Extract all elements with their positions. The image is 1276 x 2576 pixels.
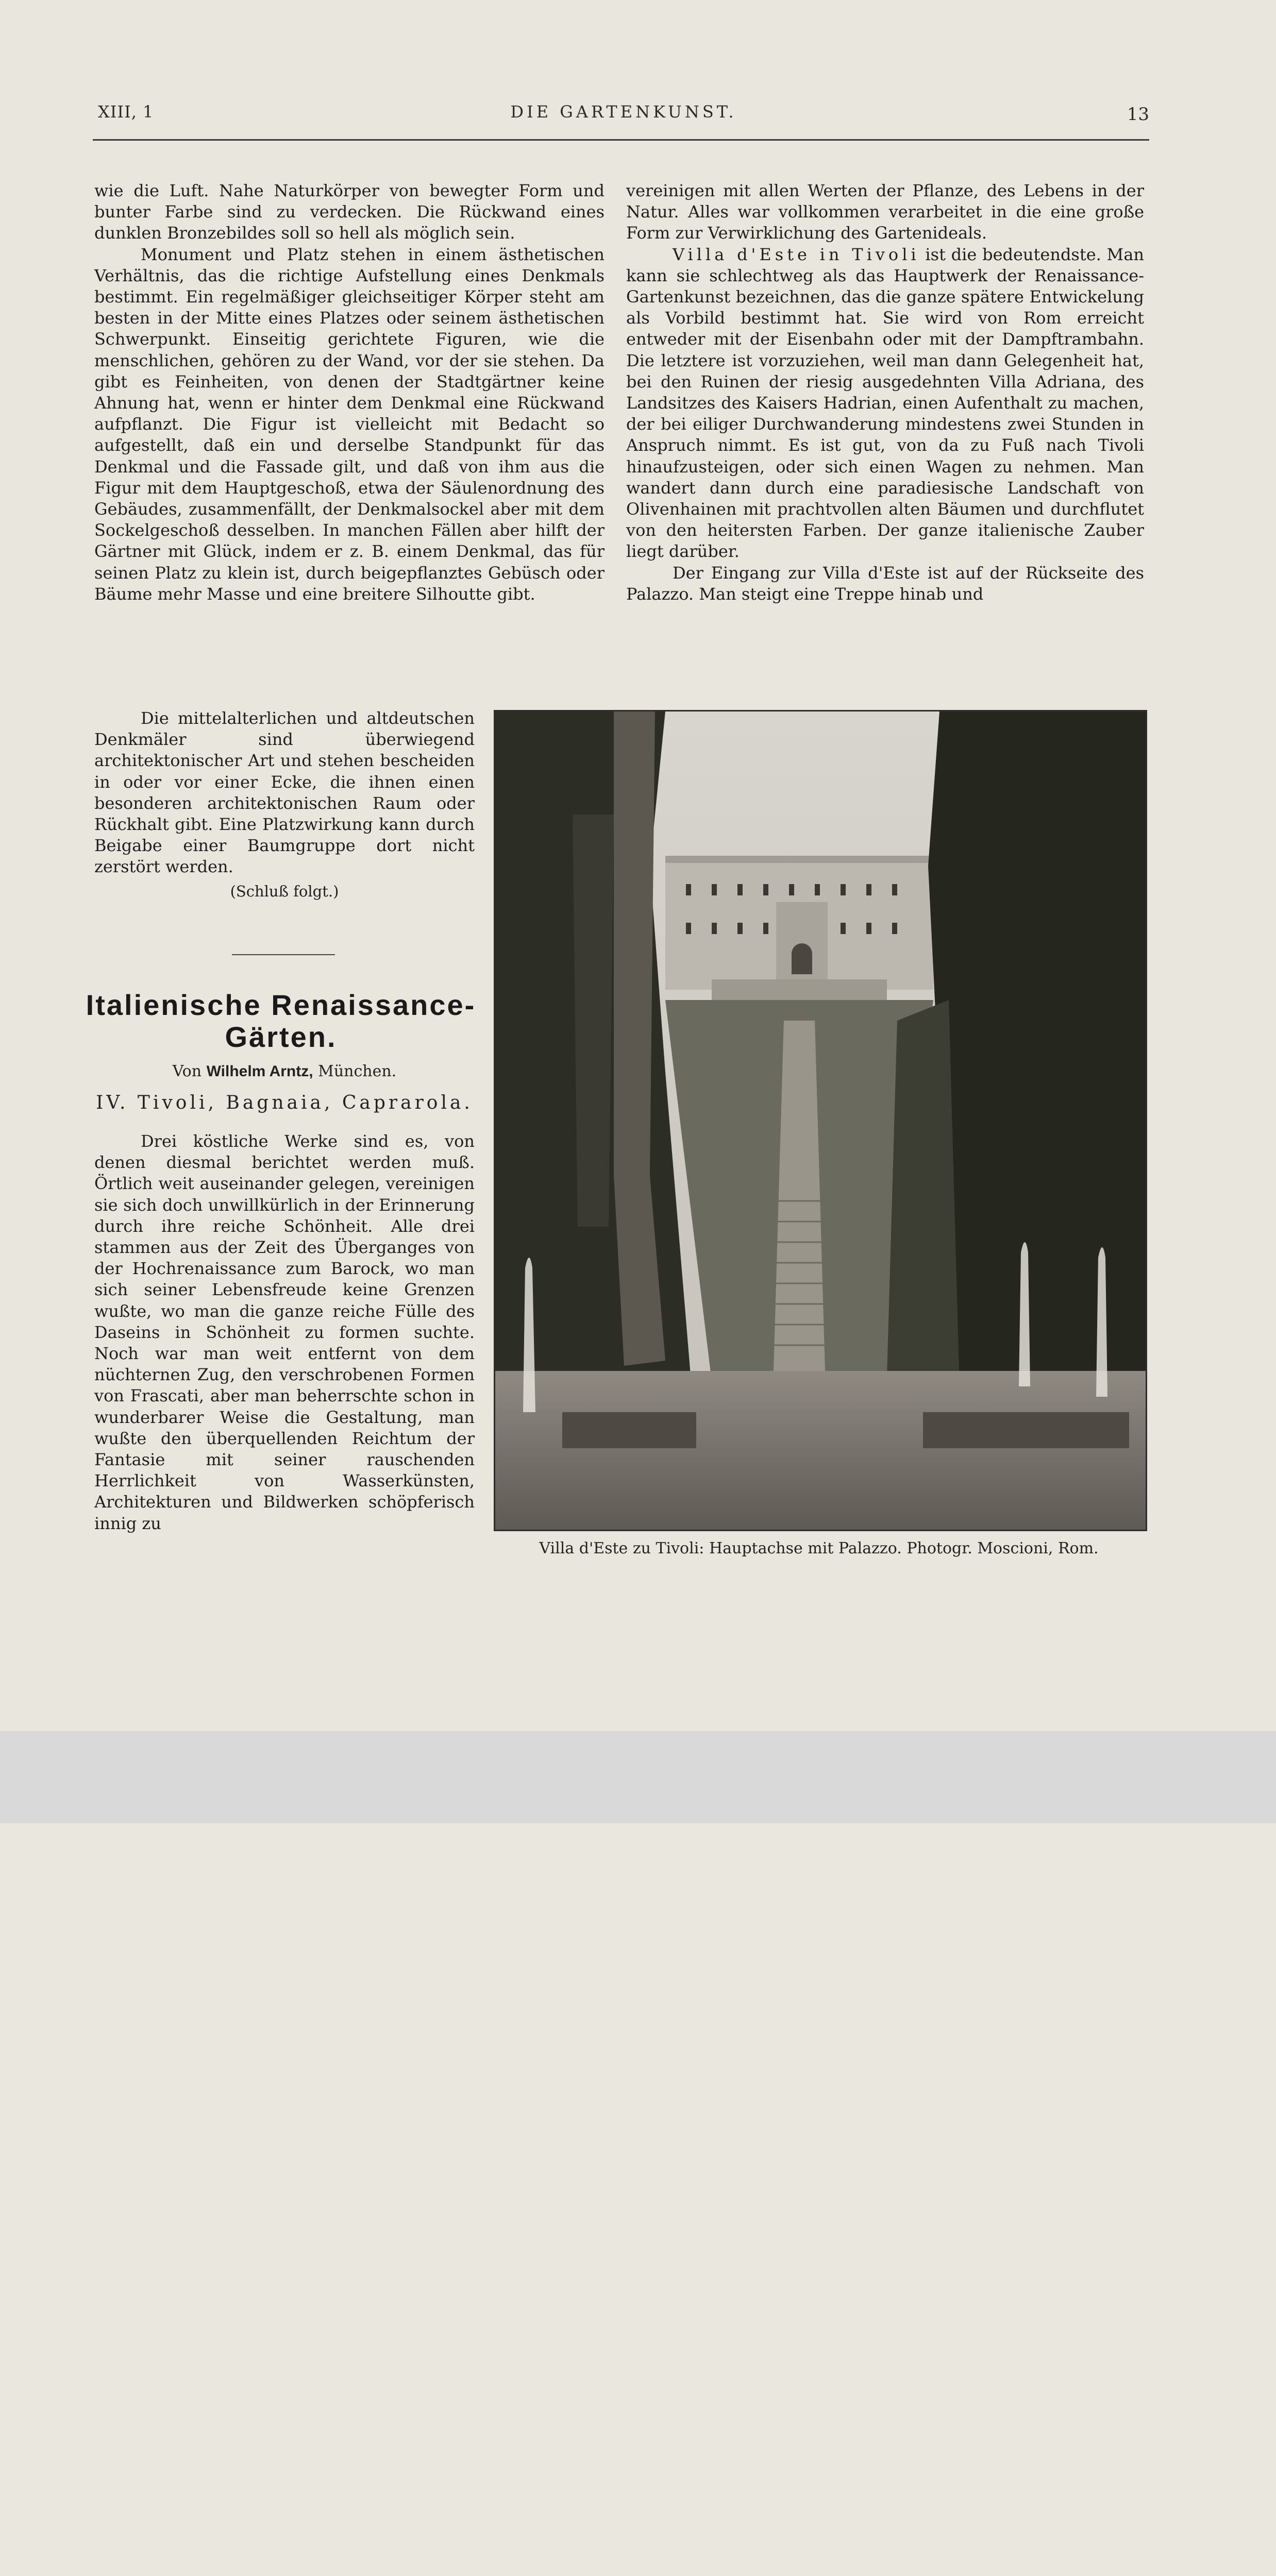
page-number: 13 [1127,104,1149,125]
paragraph: Monument und Platz stehen in einem ästhetischen Verhältnis, das die richtige Aufstellung eines Denkmals bestimmt. Ein regelmäßiger gleichseitiger Körper steht am besten in der Mitte eines Platzes oder seinem ästhetischen Schwerpunkt. Einseitig gerichtete Figuren, wie die menschlichen, gehören zu der Wand, vor der sie stehen. Da gibt es Feinheiten, von denen der Stadtgärtner keine Ahnung hat, wenn er hinter dem Denkmal eine Rückwand aufpflanzt. Die Figur ist vielleicht mit Bedacht so aufgestellt, daß ein und derselbe Standpunkt für das Denkmal und die Fassade gilt, und daß von ihm aus die Figur mit dem Hauptgeschoß, etwa der Säulenordnung des Gebäudes, zusammenfällt, der Denkmalsockel aber mit dem Sockelgeschoß desselben. In manchen Fällen aber hilft der Gärtner mit Glück, indem er z. B. einem Denkmal, das für seinen Platz zu klein ist, durch beigepflanztes Gebüsch oder Bäume mehr Masse und eine breitere Silhoutte gibt. [94,244,605,604]
header-rule [93,139,1149,141]
paragraph [626,244,1144,563]
byline-prefix: Von [172,1062,202,1080]
left-column-top [94,180,605,605]
library-footer [0,1731,1276,1823]
paragraph: vereinigen mit allen Werten der Pflanze, des Lebens in der Natur. Alles war vollkommen verarbeitet in die eine große Form zur Verwirklichung des Gartenideals. [626,181,1144,243]
section-heading: IV. Tivoli, Bagnaia, Caprarola. [96,1092,473,1113]
garden-photograph [494,710,1147,1531]
author-name: Wilhelm Arntz, [206,1063,313,1080]
title-line-2: Gärten. [225,1021,337,1053]
paragraph: Die mittelalterlichen und altdeutschen Denkmäler sind überwiegend architektonischer Art und stehen bescheiden in oder vor einer Ecke, die ihnen einen besonderen architektonischen Raum oder Rückhalt gibt. Eine Platzwirkung kann durch Beigabe einer Baumgruppe dort nicht zerstört werden. [94,708,475,877]
continued-note: (Schluß folgt.) [230,882,339,900]
right-column [626,180,1144,605]
title-line-1: Italienische Renaissance- [86,989,476,1021]
spaced-emphasis: Villa d'Este in Tivoli [673,244,920,264]
paragraph: Der Eingang zur Villa d'Este ist auf der Rückseite des Palazzo. Man steigt eine Treppe hinab und [626,563,1144,604]
article-body [94,1131,475,1534]
author-location: München. [318,1062,397,1080]
article-title [82,989,479,1053]
palazzo-illustration [665,856,933,1010]
article-divider [232,954,335,955]
byline [94,1062,475,1080]
paragraph: Drei köstliche Werke sind es, von denen diesmal berichtet werden muß. Örtlich weit auseinander gelegen, vereinigen sie sich doch unwillkürlich in der Erinnerung durch ihre reiche Schönheit. Alle drei stammen aus der Zeit des Überganges von der Hochrenaissance zum Barock, wo man sich seiner Lebensfreude keine Grenzen wußte, wo man die ganze reiche Fülle des Daseins in Schönheit zu formen suchte. Noch war man weit entfernt von dem nüchternen Zug, den verschrobenen Formen von Frascati, aber man beherrschte schon in wunderbarer Weise die Gestaltung, man wußte den überquellenden Reichtum der Fantasie mit seiner rauschenden Herrlichkeit von Wasserkünsten, Architekturen und Bildwerken schöpferisch innig zu [94,1131,475,1533]
running-header [98,102,1149,128]
left-column-bottom [94,708,475,902]
journal-title: DIE GARTENKUNST. [510,102,737,122]
volume-number: XIII, 1 [98,102,154,122]
photo-caption: Villa d'Este zu Tivoli: Hauptachse mit Palazzo. Photogr. Moscioni, Rom. [539,1539,1099,1557]
paragraph-text: ist die bedeutendste. Man kann sie schlechtweg als das Hauptwerk der Renaissance-Gartenkunst bezeichnen, das die ganze spätere Entwickelung als Vorbild bestimmt hat. Sie wird von Rom erreicht entweder mit der Eisenbahn oder mit der Dampftrambahn. Die letztere ist vorzuziehen, weil man dann Gelegenheit hat, bei den Ruinen der riesig ausgedehnten Villa Adriana, des Landsitzes des Kaisers Hadrian, einen Aufenthalt zu machen, der bei eiliger Durchwanderung mindestens zwei Stunden in Anspruch nimmt. Es ist gut, von da zu Fuß nach Tivoli hinaufzusteigen, oder sich einen Wagen zu nehmen. Man wandert dann durch eine paradiesische Landschaft von Olivenhainen mit prachtvollen alten Bäumen und durchflutet von den heitersten Farben. Der ganze italienische Zauber liegt darüber. [626,244,1145,562]
paragraph: wie die Luft. Nahe Naturkörper von bewegter Form und bunter Farbe sind zu verdecken. Die Rückwand eines dunklen Bronzebildes soll so hell als möglich sein. [94,181,605,243]
